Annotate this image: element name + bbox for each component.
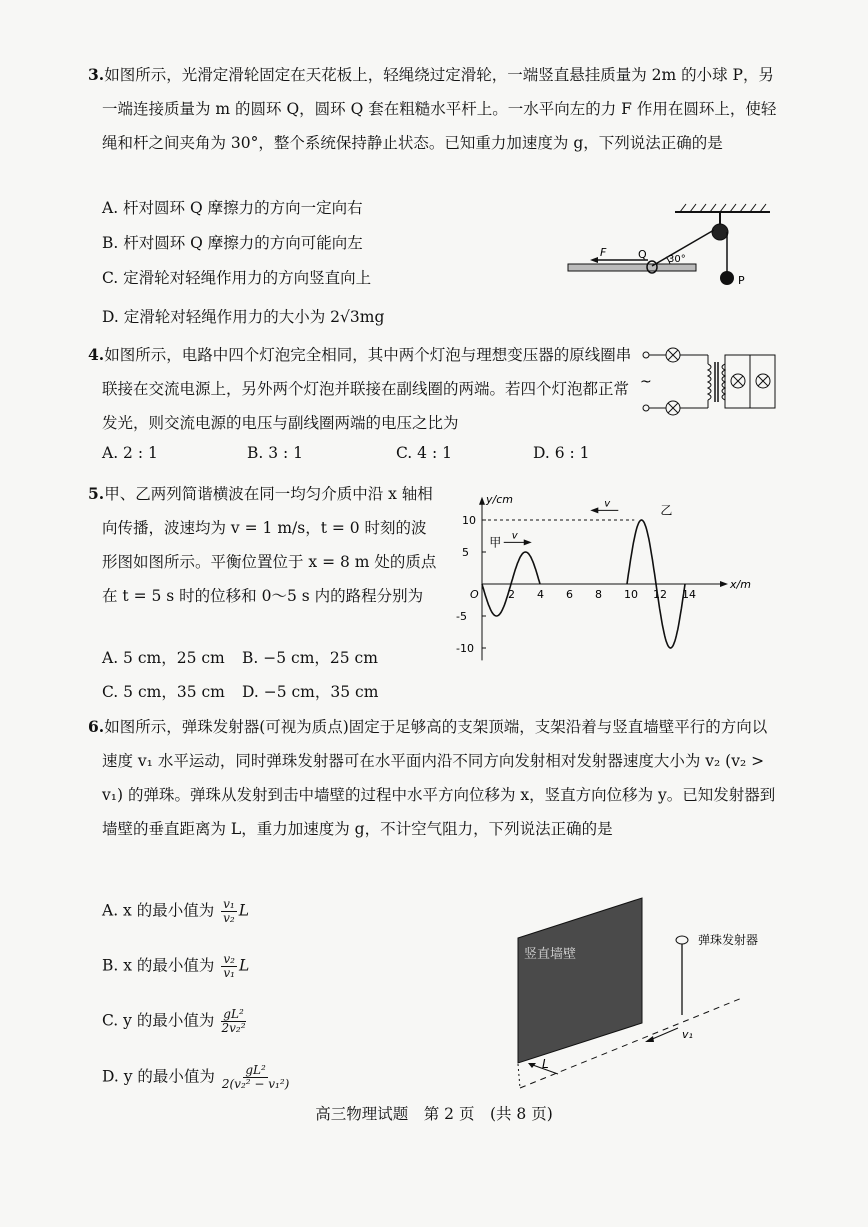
fraction: $\frac{\text{gL²}}{\text{2v₂²}}$ [221, 1007, 246, 1035]
question-5 [88, 477, 440, 613]
question-stem: 如图所示，光滑定滑轮固定在天花板上，轻绳绕过定滑轮，一端竖直悬挂质量为 2m 的小球 P，另一端连接质量为 m 的圆环 Q，圆环 Q 套在粗糙水平杆上。一水平向左的力 F 作用在圆环上，使轻绳和杆之间夹角为 30°，整个系统保持静止状态。已知重力加速度为 g，下列说法正确的是 [102, 66, 777, 152]
ball-p [720, 271, 734, 285]
q3-option-d[interactable]: D. 定滑轮对轻绳作用力的大小为 2√3mg [102, 308, 385, 326]
q4-option-b[interactable]: B. 3 : 1 [247, 444, 304, 462]
x-tick-label: 6 [566, 588, 573, 601]
vertical-wall [518, 898, 642, 1063]
y-axis-label: y/cm [486, 492, 513, 506]
y-tick-label: 5 [462, 546, 469, 559]
lamp-icon [731, 374, 745, 388]
question-number: 4. [88, 345, 105, 364]
lamp-icon [666, 348, 680, 362]
velocity-arrowhead [590, 507, 598, 513]
q3-option-b[interactable]: B. 杆对圆环 Q 摩擦力的方向可能向左 [102, 234, 363, 252]
q3-option-a[interactable]: A. 杆对圆环 Q 摩擦力的方向一定向右 [102, 199, 363, 217]
lamp-icon [666, 401, 680, 415]
y-tick-label: -5 [456, 610, 467, 623]
velocity-arrowhead [524, 539, 532, 545]
wave-name-label: 乙 [660, 503, 673, 518]
question-stem: 如图所示，电路中四个灯泡完全相同，其中两个灯泡与理想变压器的原线圈串联接在交流电源上，另外两个灯泡并联接在副线圈的两端。若四个灯泡都正常发光，则交流电源的电压与副线圈两端的电压之比为 [102, 346, 632, 432]
x-tick-label: 10 [624, 588, 638, 601]
x-tick-label: 14 [682, 588, 696, 601]
question-number: 3. [88, 65, 105, 84]
velocity-label: v [604, 498, 611, 510]
x-axis-arrow [720, 581, 728, 587]
question-3 [88, 58, 778, 160]
fraction: $\frac{\text{v₂}}{\text{v₁}}$ [223, 952, 235, 980]
q6-option-b[interactable]: B. x 的最小值为 $\frac{\text{v₂}}{\text{v₁}}$ L [102, 952, 250, 980]
velocity-label: v₁ [682, 1028, 693, 1041]
page-footer: 高三物理试题 第 2 页 (共 8 页) [315, 1105, 553, 1123]
ac-source-symbol: ~ [640, 374, 652, 390]
q3-option-c[interactable]: C. 定滑轮对轻绳作用力的方向竖直向上 [102, 269, 372, 287]
q5-option-d[interactable]: D. −5 cm，35 cm [242, 683, 379, 701]
force-label: F [600, 246, 607, 259]
q4-option-d[interactable]: D. 6 : 1 [533, 444, 590, 462]
transformer-circuit-diagram [640, 340, 780, 420]
velocity-label: v [511, 530, 518, 542]
ball-label: P [738, 274, 745, 287]
y-tick-label: 10 [462, 514, 476, 527]
question-number: 5. [88, 484, 105, 503]
svg-text:竖直墙壁 [524, 946, 576, 962]
fraction: $\frac{\text{gL²}}{\text{2(v₂² − v₁²)}}$ [221, 1063, 290, 1091]
question-stem: 甲、乙两列简谐横波在同一均匀介质中沿 x 轴相向传播，波速均为 v = 1 m/s，t = 0 时刻的波形图如图所示。平衡位置位于 x = 8 m 处的质点在 t = 5 s 时的位移和 0～5 s 内的路程分别为 [102, 485, 437, 605]
x-tick-label: 4 [537, 588, 544, 601]
lamp-icon [756, 374, 770, 388]
distance-label: L [542, 1057, 549, 1071]
wall-launcher-diagram [510, 888, 780, 1103]
x-axis-label: x/m [730, 578, 751, 591]
wave-name-label: 甲 [489, 535, 502, 550]
wall-label: 竖直墙壁 [524, 947, 577, 962]
x-tick-label: 2 [508, 588, 515, 601]
x-tick-label: O [470, 588, 479, 601]
question-stem: 如图所示，弹珠发射器(可视为质点)固定于足够高的支架顶端，支架沿着与竖直墙壁平行的方向以速度 v₁ 水平运动，同时弹珠发射器可在水平面内沿不同方向发射相对发射器速度大小为 v₂ (v₂ > v₁) 的弹珠。弹珠从发射到击中墙壁的过程中水平方向位移为 x，竖直方向位移为 y。已知发射器到墙壁的垂直距离为 L，重力加速度为 g，不计空气阻力，下列说法正确的是 [102, 718, 776, 838]
fraction: $\frac{\text{v₁}}{\text{v₂}}$ [223, 897, 235, 925]
question-4 [88, 338, 633, 440]
launcher-icon [676, 936, 688, 944]
q5-option-a[interactable]: A. 5 cm，25 cm [102, 649, 225, 667]
question-6 [88, 710, 778, 846]
pulley-diagram [560, 198, 780, 298]
x-tick-label: 12 [653, 588, 667, 601]
y-axis-arrow [479, 497, 485, 505]
q6-option-d[interactable]: D. y 的最小值为 $\frac{\text{gL²}}{\text{2(v₂² − v₁²)}}$ [102, 1063, 290, 1091]
y-tick-label: -10 [456, 642, 474, 655]
q6-option-a[interactable]: A. x 的最小值为 $\frac{\text{v₁}}{\text{v₂}}$ L [102, 897, 250, 925]
q4-option-a[interactable]: A. 2 : 1 [102, 444, 158, 462]
question-number: 6. [88, 717, 105, 736]
q6-option-c[interactable]: C. y 的最小值为 $\frac{\text{gL²}}{\text{2v₂²}}$ [102, 1007, 246, 1035]
q4-option-c[interactable]: C. 4 : 1 [396, 444, 452, 462]
x-tick-label: 8 [595, 588, 602, 601]
wave-chart [448, 484, 778, 674]
launcher-label: 弹珠发射器 [698, 933, 759, 947]
angle-label: 30° [668, 254, 686, 265]
q5-option-b[interactable]: B. −5 cm，25 cm [242, 649, 378, 667]
q5-option-c[interactable]: C. 5 cm，35 cm [102, 683, 225, 701]
ring-label: Q [638, 248, 647, 261]
